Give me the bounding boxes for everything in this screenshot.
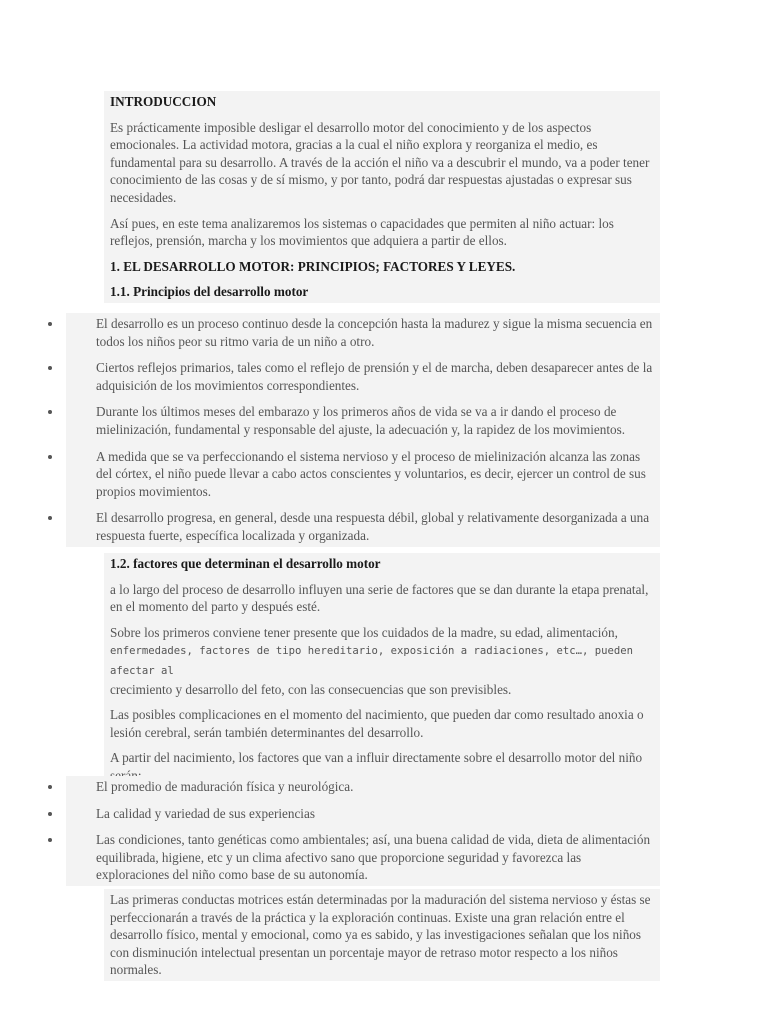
bullet-icon: [48, 838, 52, 842]
list-item: El promedio de maduración física y neurológica.: [72, 778, 654, 796]
intro-heading: INTRODUCCION: [110, 94, 217, 109]
list-item: Ciertos reflejos primarios, tales como el reflejo de prensión y el de marcha, deben desaparecer antes de la adquisición de los movimientos correspondientes.: [72, 359, 654, 394]
principles-list: [66, 313, 660, 547]
closing-section: [104, 889, 660, 981]
factors-section: [104, 553, 660, 787]
list-item: La calidad y variedad de sus experiencias: [72, 805, 654, 823]
factors-paragraph-1: a lo largo del proceso de desarrollo influyen una serie de factores que se dan durante la etapa prenatal, en el momento del parto y después esté.: [110, 581, 649, 615]
list-item: El desarrollo progresa, en general, desde una respuesta débil, global y relativamente desorganizada a una respuesta fuerte, específica localizada y organizada.: [72, 509, 654, 544]
factors-paragraph-2: Sobre los primeros conviene tener presente que los cuidados de la madre, su edad, alimentación, enfermedades, factores de tipo hereditario, exposición a radiaciones, etc…, pueden afectar al crecimiento y desarrollo del feto, con las consecuencias que son previsibles.: [110, 624, 633, 697]
intro-paragraph-2: Así pues, en este tema analizaremos los sistemas o capacidades que permiten al niño actuar: los reflejos, prensión, marcha y los movimientos que adquiera a partir de ellos.: [110, 215, 614, 249]
intro-paragraph-1: Es prácticamente imposible desligar el desarrollo motor del conocimiento y de los aspectos emocionales. La actividad motora, gracias a la cual el niño explora y reorganiza el medio, es fundamental para su desarrollo. A través de la acción el niño va a descubrir el mundo, va a poder tener conocimiento de las cosas y de sí mismo, y por tanto, podrá dar respuestas ajustadas o expresar sus necesidades.: [110, 119, 650, 205]
closing-paragraph: Las primeras conductas motrices están determinadas por la maduración del sistema nervioso y éstas se perfeccionarán a través de la práctica y la exploración continuas. Existe una gran relación entre el desarrollo físico, mental y emocional, como ya es sabido, y las investigaciones señalan que los niños con disminución intelectual presentan un porcentaje mayor de retraso motor respecto a los niños normales.: [110, 892, 651, 978]
bullet-icon: [48, 366, 52, 370]
list-item: A medida que se va perfeccionando el sistema nervioso y el proceso de mielinización alcanza las zonas del córtex, el niño puede llevar a cabo actos conscientes y voluntarios, es decir, ejercer un control de sus propios movimientos.: [72, 448, 654, 501]
factors-paragraph-4: A partir del nacimiento, los factores que van a influir directamente sobre el desarrollo motor del niño: [110, 750, 643, 766]
intro-section: [104, 91, 660, 303]
section-1-heading: 1. EL DESARROLLO MOTOR: PRINCIPIOS; FACTORES Y LEYES.: [110, 258, 516, 274]
bullet-icon: [48, 516, 52, 520]
list-item: El desarrollo es un proceso continuo desde la concepción hasta la madurez y sigue la misma secuencia en todos los niños peor su ritmo varia de un niño a otro.: [72, 315, 654, 350]
bullet-icon: [48, 455, 52, 459]
bullet-icon: [48, 322, 52, 326]
factor-list: [66, 776, 660, 886]
subsection-1-2-heading: 1.2. factores que determinan el desarrollo motor: [110, 556, 381, 571]
bullet-icon: [48, 785, 52, 789]
subsection-1-1-heading: 1.1. Principios del desarrollo motor: [110, 284, 309, 300]
bullet-icon: [48, 410, 52, 414]
bullet-icon: [48, 812, 52, 816]
list-item: Durante los últimos meses del embarazo y los primeros años de vida se va a ir dando el proceso de mielinización, fundamental y responsable del ajuste, la adecuación y, la rapidez de los movimientos.: [72, 403, 654, 438]
list-item: Las condiciones, tanto genéticas como ambientales; así, una buena calidad de vida, dieta de alimentación equilibrada, higiene, etc y un clima afectivo sano que proporcione seguridad y favorezca las exploraciones del niño como base de su autonomía.: [72, 831, 654, 884]
factors-paragraph-3: Las posibles complicaciones en el momento del nacimiento, que pueden dar como resultado anoxia o lesión cerebral, serán también determinantes del desarrollo.: [110, 707, 644, 740]
